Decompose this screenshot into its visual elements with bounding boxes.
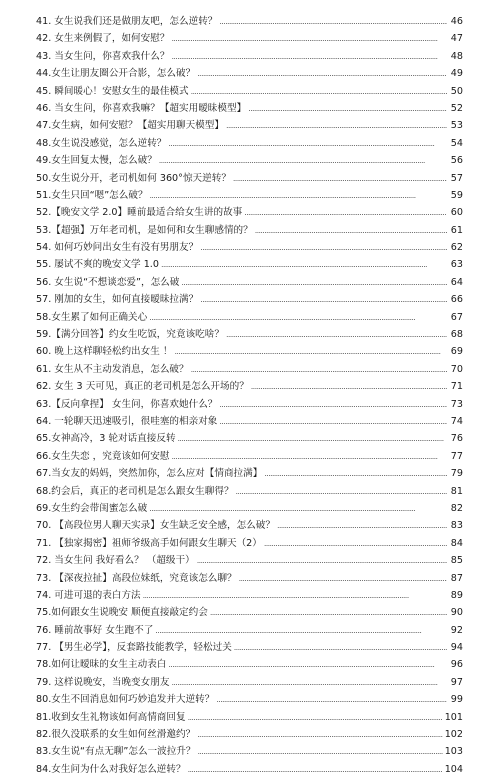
- toc-entry-page-number: 90: [450, 607, 463, 619]
- toc-entry-page-number: 89: [450, 589, 463, 601]
- toc-entry-page-number: 94: [450, 642, 463, 654]
- toc-dot-leader: [188, 709, 443, 726]
- toc-entry-page-number: 101: [444, 711, 463, 723]
- toc-entry[interactable]: [36, 326, 463, 343]
- toc-entry-page-number: 68: [450, 329, 463, 341]
- toc-entry-page-number: 96: [450, 659, 463, 671]
- toc-entry-title: 54. 如何巧妙问出女生有没有男朋友？: [36, 242, 199, 254]
- toc-entry-title: 81.收到女生礼物该如何高情商回复: [36, 711, 186, 723]
- toc-entry-title: 61. 女生从不主动发消息，怎么破？: [36, 363, 189, 375]
- toc-dot-leader: [159, 152, 447, 169]
- toc-dot-leader: [149, 309, 447, 326]
- toc-entry-title: 74. 可进可退的表白方法: [36, 589, 141, 601]
- toc-dot-leader: [178, 430, 447, 447]
- toc-dot-leader: [155, 622, 447, 639]
- toc-entry[interactable]: [36, 13, 463, 30]
- toc-dot-leader: [197, 552, 447, 569]
- toc-dot-leader: [171, 30, 447, 47]
- toc-entry[interactable]: [36, 239, 463, 256]
- toc-entry-title: 84.女生问为什么对我好怎么逆转？: [36, 763, 186, 775]
- toc-entry-page-number: 70: [450, 363, 463, 375]
- toc-entry[interactable]: [36, 500, 463, 517]
- toc-entry-title: 75.如何跟女生说晚安 顺便直接敲定约会: [36, 607, 208, 619]
- toc-entry-title: 73. 【深夜拉扯】高段位妹纸，究竟该怎么聊？: [36, 572, 237, 584]
- toc-dot-leader: [226, 117, 447, 134]
- toc-dot-leader: [277, 517, 447, 534]
- toc-entry-page-number: 87: [450, 572, 463, 584]
- toc-entry-page-number: 62: [450, 242, 463, 254]
- toc-entry-page-number: 102: [444, 729, 463, 741]
- toc-entry-page-number: 69: [450, 346, 463, 358]
- toc-entry[interactable]: [36, 413, 463, 430]
- toc-entry[interactable]: [36, 761, 463, 778]
- toc-entry-page-number: 99: [450, 694, 463, 706]
- toc-entry-title: 77. 【男生必学】，反套路技能教学，轻松过关: [36, 642, 232, 654]
- toc-entry-title: 78.如何让暧昧的女生主动表白: [36, 659, 167, 671]
- toc-dot-leader: [197, 726, 443, 743]
- toc-entry-title: 59.【满分回答】约女生吃饭，究竟该吃啥？: [36, 329, 224, 341]
- toc-entry-title: 62. 女生 3 天可见，真正的老司机是怎么开场的？: [36, 381, 249, 393]
- toc-dot-leader: [191, 361, 447, 378]
- toc-dot-leader: [168, 656, 447, 673]
- toc-entry-title: 63.【反向拿捏】 女生问，你喜欢她什么？: [36, 398, 218, 410]
- toc-entry-page-number: 49: [450, 68, 463, 80]
- toc-entry-title: 72. 当女生问 我好看么？ （超级干）: [36, 555, 195, 567]
- toc-entry[interactable]: [36, 743, 463, 760]
- toc-entry-page-number: 81: [450, 485, 463, 497]
- toc-entry[interactable]: [36, 709, 463, 726]
- toc-entry[interactable]: [36, 65, 463, 82]
- toc-entry-page-number: 57: [450, 172, 463, 184]
- toc-entry-title: 58.女生累了如何正确关心: [36, 311, 148, 323]
- toc-entry-title: 43. 当女生问，你喜欢我什么？: [36, 50, 170, 62]
- toc-entry-title: 50.女生说分开，老司机如何 360°惊天逆转？: [36, 172, 231, 184]
- toc-entry-page-number: 64: [450, 276, 463, 288]
- toc-entry[interactable]: [36, 448, 463, 465]
- toc-dot-leader: [171, 674, 447, 691]
- toc-entry[interactable]: [36, 117, 463, 134]
- toc-dot-leader: [264, 535, 447, 552]
- toc-entry-page-number: 47: [450, 33, 463, 45]
- toc-entry[interactable]: [36, 396, 463, 413]
- toc-dot-leader: [171, 48, 447, 65]
- toc-entry-page-number: 85: [450, 555, 463, 567]
- toc-dot-leader: [174, 343, 447, 360]
- toc-entry[interactable]: [36, 309, 463, 326]
- toc-entry-title: 56. 女生说“不想谈恋爱”，怎么破: [36, 276, 180, 288]
- toc-entry[interactable]: [36, 204, 463, 221]
- toc-entry-title: 60. 晚上这样聊轻松约出女生 ！: [36, 346, 173, 358]
- toc-dot-leader: [226, 326, 447, 343]
- toc-entry-title: 49.女生回复太慢，怎么破？: [36, 155, 157, 167]
- toc-entry-page-number: 84: [450, 537, 463, 549]
- toc-dot-leader: [149, 500, 447, 517]
- toc-dot-leader: [233, 170, 447, 187]
- toc-entry[interactable]: [36, 570, 463, 587]
- toc-entry-page-number: 104: [444, 763, 463, 775]
- toc-entry-page-number: 103: [444, 746, 463, 758]
- toc-entry-page-number: 79: [450, 468, 463, 480]
- toc-entry[interactable]: [36, 656, 463, 673]
- toc-entry[interactable]: [36, 170, 463, 187]
- toc-entry-title: 45. 瞬间暖心！安慰女生的最佳模式: [36, 85, 189, 97]
- toc-dot-leader: [171, 448, 447, 465]
- toc-dot-leader: [181, 274, 447, 291]
- toc-entry-title: 46. 当女生问，你喜欢我嘛？【超实用暧昧模型】: [36, 102, 247, 114]
- toc-dot-leader: [236, 483, 447, 500]
- toc-entry[interactable]: [36, 343, 463, 360]
- toc-entry-title: 66.女生失恋 ，究竟该如何安慰: [36, 450, 170, 462]
- toc-entry[interactable]: [36, 187, 463, 204]
- toc-entry-page-number: 82: [450, 502, 463, 514]
- toc-entry-page-number: 92: [450, 624, 463, 636]
- toc-entry-page-number: 61: [450, 224, 463, 236]
- toc-dot-leader: [219, 413, 447, 430]
- toc-entry-page-number: 50: [450, 85, 463, 97]
- toc-dot-leader: [191, 83, 447, 100]
- toc-entry[interactable]: [36, 483, 463, 500]
- toc-entry[interactable]: [36, 535, 463, 552]
- toc-entry-page-number: 73: [450, 398, 463, 410]
- toc-entry-page-number: 66: [450, 294, 463, 306]
- toc-dot-leader: [198, 743, 443, 760]
- toc-entry-page-number: 46: [450, 16, 463, 27]
- toc-entry[interactable]: [36, 135, 463, 152]
- toc-entry[interactable]: [36, 256, 463, 273]
- toc-entry-title: 57. 刚加的女生，如何直接暧昧拉满？: [36, 294, 199, 306]
- toc-entry-title: 82.很久没联系的女生如何丝滑邀约？: [36, 729, 196, 741]
- toc-dot-leader: [188, 761, 443, 778]
- toc-dot-leader: [219, 396, 447, 413]
- toc-entry-title: 83.女生说“有点无聊”怎么一波拉升？: [36, 746, 196, 758]
- toc-entry-page-number: 83: [450, 520, 463, 532]
- toc-entry[interactable]: [36, 639, 463, 656]
- toc-dot-leader: [239, 570, 447, 587]
- toc-entry[interactable]: [36, 587, 463, 604]
- toc-dot-leader: [161, 256, 447, 273]
- toc-entry[interactable]: [36, 691, 463, 708]
- toc-entry-page-number: 54: [450, 137, 463, 149]
- toc-entry-title: 70. 【高段位男人聊天实录】女生缺乏安全感，怎么破？: [36, 520, 275, 532]
- toc-entry-title: 51.女生只回“嗯”怎么破？: [36, 189, 148, 201]
- toc-entry-title: 48.女生说没感觉，怎么逆转？: [36, 137, 167, 149]
- toc-dot-leader: [197, 65, 447, 82]
- toc-entry[interactable]: [36, 674, 463, 691]
- toc-entry[interactable]: [36, 48, 463, 65]
- toc-entry[interactable]: [36, 152, 463, 169]
- toc-dot-leader: [200, 239, 447, 256]
- toc-entry[interactable]: [36, 100, 463, 117]
- toc-entry-title: 68.约会后，真正的老司机是怎么跟女生聊得？: [36, 485, 234, 497]
- toc-dot-leader: [219, 13, 447, 30]
- toc-entry[interactable]: [36, 465, 463, 482]
- toc-entry-page-number: 71: [450, 381, 463, 393]
- toc-entry-title: 64. 一轮聊天迅速吸引，很哇塞的相亲对象: [36, 415, 218, 427]
- toc-entry[interactable]: [36, 430, 463, 447]
- toc-entry-page-number: 53: [450, 120, 463, 132]
- toc-entry[interactable]: [36, 517, 463, 534]
- toc-dot-leader: [234, 639, 447, 656]
- toc-entry-title: 47.女生病，如何安慰？【超实用聊天模型】: [36, 120, 224, 132]
- toc-entry-page-number: 60: [450, 207, 463, 219]
- toc-dot-leader: [216, 691, 447, 708]
- toc-entry-title: 69.女生约会带闺蜜怎么破: [36, 502, 148, 514]
- toc-entry-page-number: 67: [450, 311, 463, 323]
- toc-entry[interactable]: [36, 83, 463, 100]
- toc-entry-title: 42. 女生来例假了，如何安慰？: [36, 33, 170, 45]
- toc-entry-page-number: 56: [450, 155, 463, 167]
- toc-dot-leader: [264, 465, 447, 482]
- toc-entry-title: 79. 这样说晚安，当晚变女朋友: [36, 676, 170, 688]
- toc-entry[interactable]: [36, 291, 463, 308]
- toc-entry-page-number: 48: [450, 50, 463, 62]
- toc-dot-leader: [168, 135, 447, 152]
- toc-entry[interactable]: [36, 726, 463, 743]
- toc-entry-title: 55. 屡试不爽的晚安文学 1.0: [36, 259, 159, 271]
- toc-entry-title: 65.女神高冷，3 轮对话直接反转: [36, 433, 176, 445]
- toc-entry-page-number: 74: [450, 415, 463, 427]
- toc-dot-leader: [248, 100, 447, 117]
- toc-entry-page-number: 97: [450, 676, 463, 688]
- toc-dot-leader: [244, 204, 447, 221]
- toc-dot-leader: [255, 222, 447, 239]
- toc-entry[interactable]: [36, 552, 463, 569]
- toc-entry[interactable]: [36, 222, 463, 239]
- toc-entry-title: 76. 睡前故事好 女生跑不了: [36, 624, 154, 636]
- toc-entry[interactable]: [36, 604, 463, 621]
- toc-dot-leader: [251, 378, 447, 395]
- toc-entry-title: 80.女生不回消息如何巧妙追发并大逆转？: [36, 694, 215, 706]
- toc-entry[interactable]: [36, 274, 463, 291]
- toc-dot-leader: [143, 587, 447, 604]
- toc-dot-leader: [150, 187, 447, 204]
- toc-entry[interactable]: [36, 378, 463, 395]
- toc-entry-title: 41. 女生说我们还是做朋友吧，怎么逆转？: [36, 16, 218, 27]
- toc-entry-title: 53.【超强】万年老司机，是如何和女生聊感情的？: [36, 224, 253, 236]
- toc-dot-leader: [200, 291, 447, 308]
- toc-entry-page-number: 52: [450, 102, 463, 114]
- toc-entry-page-number: 63: [450, 259, 463, 271]
- toc-entry-title: 52.【晚安文学 2.0】睡前最适合给女生讲的故事: [36, 207, 243, 219]
- toc-dot-leader: [210, 604, 447, 621]
- toc-entry[interactable]: [36, 361, 463, 378]
- toc-entry-title: 67.当女友的妈妈，突然加你，怎么应对【情商拉满】: [36, 468, 263, 480]
- toc-entry-page-number: 77: [450, 450, 463, 462]
- toc-entry[interactable]: [36, 30, 463, 47]
- toc-entry-page-number: 59: [450, 189, 463, 201]
- toc-entry[interactable]: [36, 622, 463, 639]
- toc-entry-title: 44.女生让朋友圈公开合影，怎么破？: [36, 68, 196, 80]
- toc-entry-page-number: 76: [450, 433, 463, 445]
- toc-entry-title: 71. 【独家揭密】祖师爷级高手如何跟女生聊天（2）: [36, 537, 262, 549]
